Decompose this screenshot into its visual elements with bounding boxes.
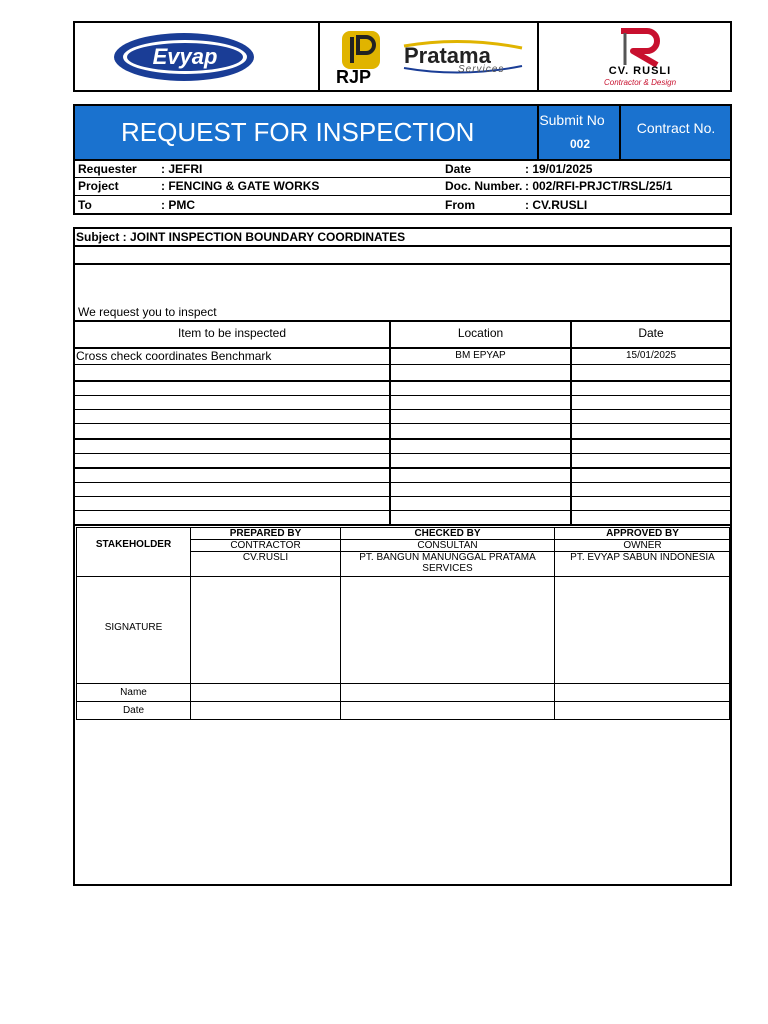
contractor-name-field[interactable] <box>191 684 340 701</box>
to-label: To <box>78 198 92 212</box>
contractor-company: CV.RUSLI <box>242 552 289 563</box>
pratama-subtext: Services <box>458 64 505 75</box>
project-value: : FENCING & GATE WORKS <box>161 179 320 193</box>
location-cell: BM EPYAP <box>455 350 506 361</box>
rjp-logo <box>336 29 384 89</box>
date-row-label: Date <box>122 705 145 716</box>
prepared-by-label: PREPARED BY <box>229 528 302 539</box>
items-header-date: Date <box>638 326 664 340</box>
pratama-logo <box>402 38 524 78</box>
submit-no-label: Submit No <box>539 112 605 128</box>
contractor-date-field[interactable] <box>191 702 340 720</box>
evyap-logo <box>113 32 255 82</box>
contractor-signature-field[interactable] <box>191 577 340 683</box>
doc-number-value: : 002/RFI-PRJCT/RSL/25/1 <box>525 179 673 193</box>
date-value: : 19/01/2025 <box>525 162 593 176</box>
name-label: Name <box>120 687 147 698</box>
approved-by-label: APPROVED BY <box>606 528 679 539</box>
signature-label: SIGNATURE <box>104 622 163 633</box>
subject-line: Subject : JOINT INSPECTION BOUNDARY COORDINATES <box>76 230 406 244</box>
owner-signature-field[interactable] <box>555 577 730 683</box>
checked-by-label: CHECKED BY <box>414 528 481 539</box>
consultan-label: CONSULTAN <box>417 540 478 551</box>
svg-text:Evyap <box>153 44 218 69</box>
doc-number-label: Doc. Number. <box>445 179 523 193</box>
item-cell: Cross check coordinates Benchmark <box>76 349 272 363</box>
owner-name-field[interactable] <box>555 684 730 701</box>
request-text: We request you to inspect <box>78 305 217 319</box>
owner-company: PT. EVYAP SABUN INDONESIA <box>570 552 715 563</box>
owner-date-field[interactable] <box>555 702 730 720</box>
evyap-logo-text: Evyap <box>152 44 218 69</box>
page-title: REQUEST FOR INSPECTION <box>121 117 475 147</box>
from-label: From <box>445 198 475 212</box>
items-header-item: Item to be inspected <box>177 326 287 340</box>
from-value: : CV.RUSLI <box>525 198 588 212</box>
items-header-location: Location <box>457 326 504 340</box>
to-value: : PMC <box>161 198 195 212</box>
stakeholder-label: STAKEHOLDER <box>95 539 172 550</box>
rjp-text: RJP <box>336 67 372 87</box>
consultan-company: PT. BANGUN MANUNGGAL PRATAMA SERVICES <box>359 552 536 574</box>
rusli-text: CV. RUSLI <box>608 65 672 77</box>
contract-no-label: Contract No. <box>636 120 716 136</box>
requester-value: : JEFRI <box>161 162 203 176</box>
contractor-label: CONTRACTOR <box>230 540 301 551</box>
project-label: Project <box>78 179 119 193</box>
consultan-signature-field[interactable] <box>341 577 554 683</box>
requester-label: Requester <box>78 162 137 176</box>
consultan-date-field[interactable] <box>341 702 554 720</box>
rusli-logo <box>585 27 695 89</box>
pratama-text: Pratama <box>404 43 491 68</box>
date-label: Date <box>445 162 472 176</box>
consultan-name-field[interactable] <box>341 684 554 701</box>
date-cell: 15/01/2025 <box>625 350 677 361</box>
owner-label: OWNER <box>623 540 662 551</box>
rusli-subtext: Contractor & Design <box>603 78 677 87</box>
submit-no-value: 002 <box>569 137 591 151</box>
